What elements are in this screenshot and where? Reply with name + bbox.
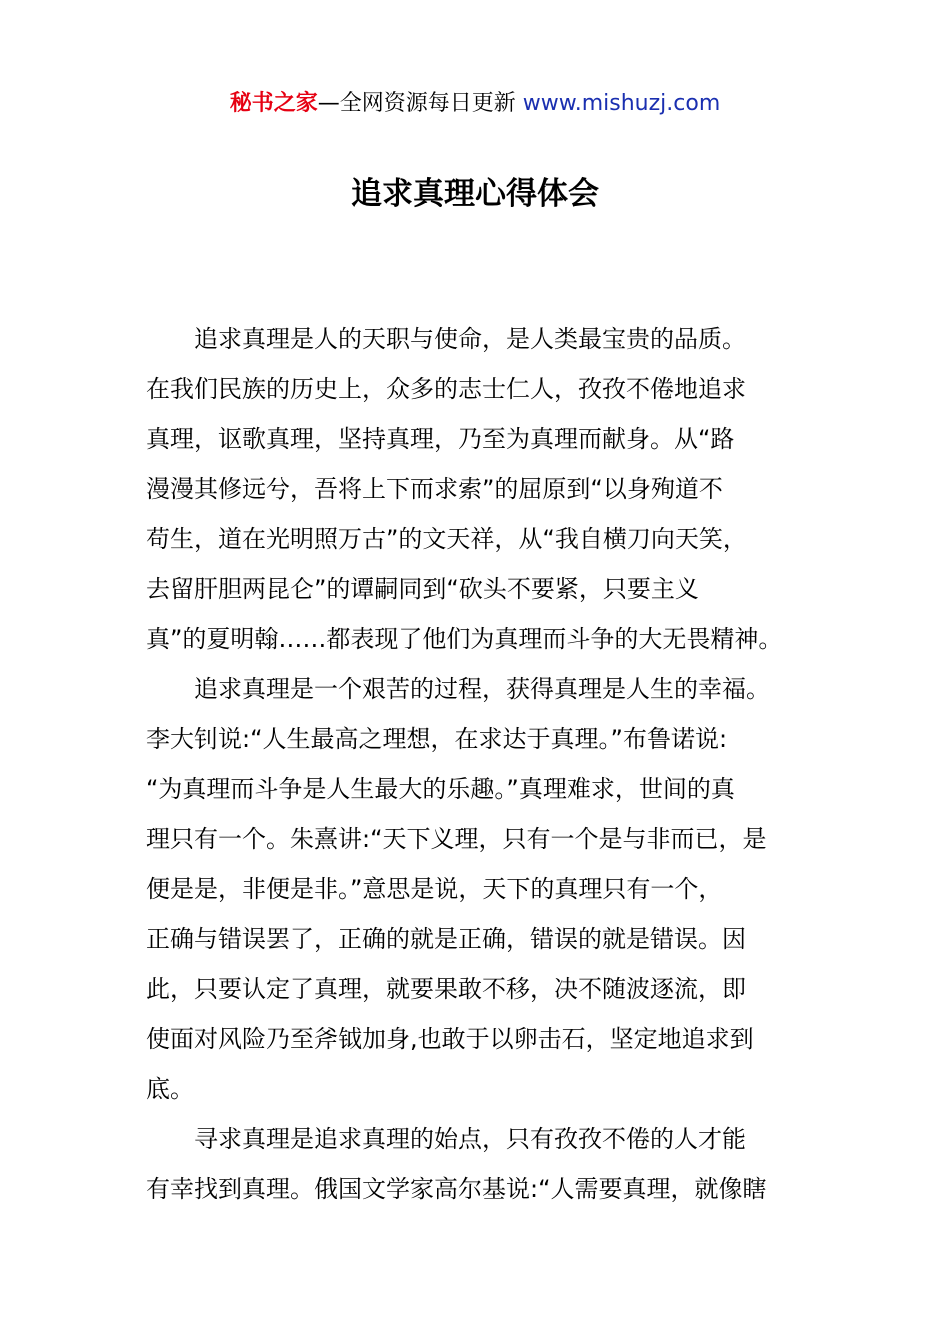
paragraph-1-line: 苟生，道在光明照万古”的文天祥，从“我自横刀向天笑， xyxy=(146,525,747,553)
site-tagline: —全网资源每日更新 xyxy=(317,91,523,116)
site-url-link[interactable]: www.mishuzj.com xyxy=(522,91,721,116)
paragraph-2-line: 理只有一个。朱熹讲:“天下义理，只有一个是与非而已，是 xyxy=(146,825,767,853)
paragraph-2-line: 便是是，非便是非。”意思是说，天下的真理只有一个， xyxy=(146,875,723,903)
paragraph-2-line: 此，只要认定了真理，就要果敢不移，决不随波逐流，即 xyxy=(146,975,746,1003)
paragraph-2-line: “为真理而斗争是人生最大的乐趣。”真理难求，世间的真 xyxy=(146,775,735,803)
paragraph-1-line: 去留肝胆两昆仑”的谭嗣同到“砍头不要紧，只要主义 xyxy=(146,575,699,603)
paragraph-1-line: 漫漫其修远兮，吾将上下而求索”的屈原到“以身殉道不 xyxy=(146,475,723,503)
site-header xyxy=(0,88,950,120)
paragraph-1-line: 在我们民族的历史上，众多的志士仁人，孜孜不倦地追求 xyxy=(146,375,746,403)
site-brand: 秘书之家 xyxy=(229,91,318,116)
paragraph-2-line: 使面对风险乃至斧钺加身,也敢于以卵击石，坚定地追求到 xyxy=(146,1025,754,1053)
paragraph-2-line: 李大钊说:“人生最高之理想，在求达于真理。”布鲁诺说: xyxy=(146,725,728,753)
paragraph-3-line: 有幸找到真理。俄国文学家高尔基说:“人需要真理，就像瞎 xyxy=(146,1175,767,1203)
paragraph-1-line: 追求真理是人的天职与使命，是人类最宝贵的品质。 xyxy=(194,325,746,353)
paragraph-2-line: 底。 xyxy=(146,1075,194,1103)
document-title: 追求真理心得体会 xyxy=(351,176,599,212)
paragraph-1-line: 真理，讴歌真理，坚持真理，乃至为真理而献身。从“路 xyxy=(146,425,735,453)
document-body xyxy=(146,314,836,1214)
paragraph-2-line: 正确与错误罢了，正确的就是正确，错误的就是错误。因 xyxy=(146,925,746,953)
paragraph-1-line: 真”的夏明翰……都表现了他们为真理而斗争的大无畏精神。 xyxy=(146,625,783,653)
paragraph-3-line: 寻求真理是追求真理的始点，只有孜孜不倦的人才能 xyxy=(194,1125,746,1153)
paragraph-2-line: 追求真理是一个艰苦的过程，获得真理是人生的幸福。 xyxy=(194,675,770,703)
